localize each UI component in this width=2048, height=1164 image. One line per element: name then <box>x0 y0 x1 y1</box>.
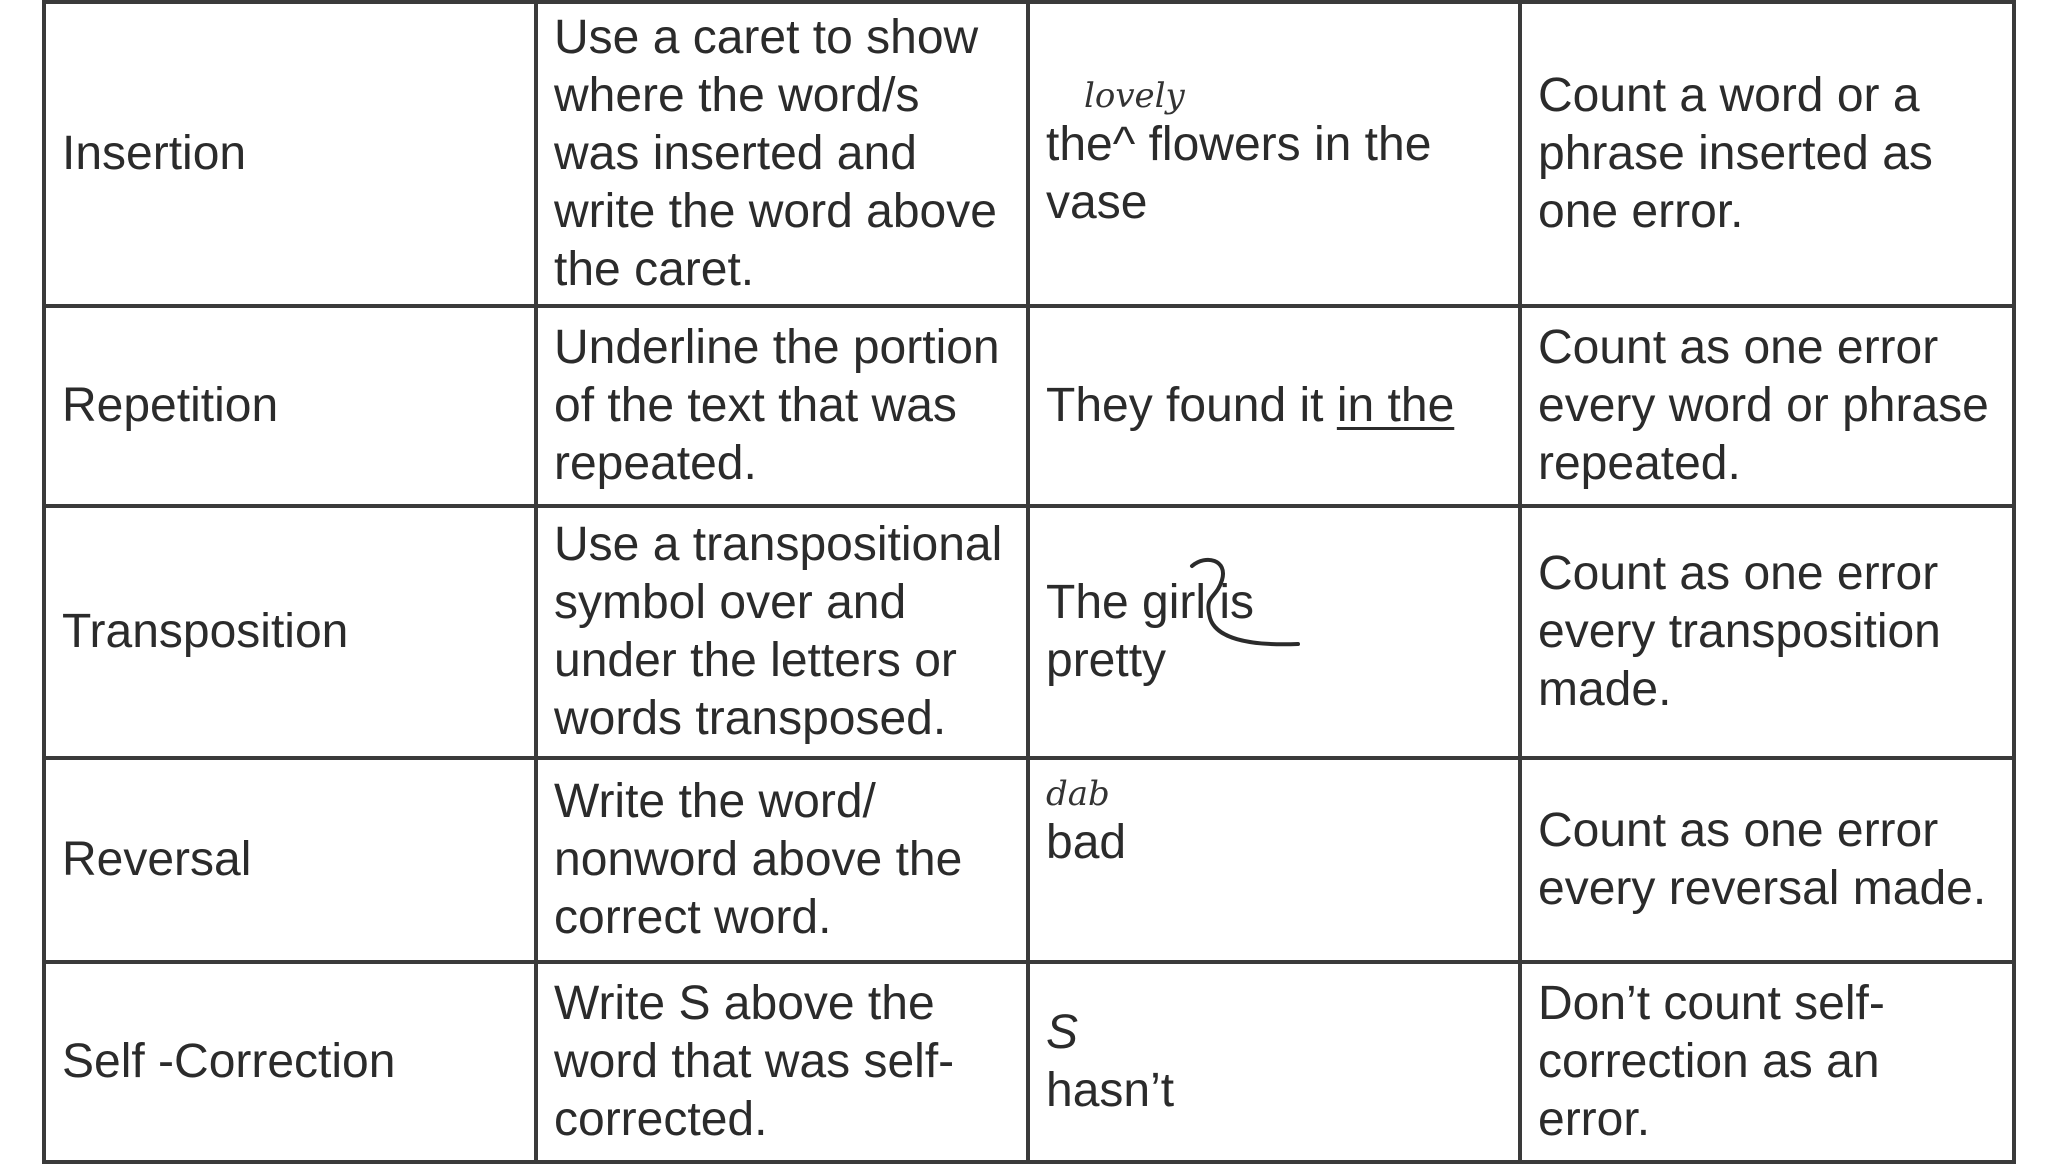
counting-line: every reversal made. <box>1538 862 1987 915</box>
example-line: pretty <box>1046 634 1167 687</box>
counting-cell <box>1520 962 2014 1162</box>
instruction-line: Write the word/ <box>554 775 876 828</box>
instruction-line: Write S above the <box>554 977 935 1030</box>
instruction-line: nonword above the <box>554 833 963 886</box>
instruction-line: corrected. <box>554 1093 768 1146</box>
instruction-line: of the text that was <box>554 379 957 432</box>
table-row <box>44 758 2014 962</box>
example-line: hasn’t <box>1046 1064 1175 1117</box>
counting-cell <box>1520 758 2014 962</box>
error-marking-table <box>42 0 2016 1164</box>
error-type-cell <box>44 962 536 1162</box>
instruction-line: symbol over and <box>554 576 907 629</box>
transposition-symbol-icon <box>1188 554 1308 664</box>
instruction-line: correct word. <box>554 891 832 944</box>
counting-line: one error. <box>1538 185 1744 238</box>
counting-line: Count a word or a <box>1538 69 1920 122</box>
example-cell <box>1028 2 1520 306</box>
example-cell <box>1028 758 1520 962</box>
counting-line: Count as one error <box>1538 804 1939 857</box>
instruction-cell <box>536 306 1028 506</box>
instruction-line: words transposed. <box>554 692 947 745</box>
instruction-line: where the word/s <box>554 69 920 122</box>
table-row <box>44 962 2014 1162</box>
repeated-text-underlined: in the <box>1336 379 1455 432</box>
error-type-label: Transposition <box>62 605 349 658</box>
counting-cell <box>1520 2 2014 306</box>
example-cell <box>1028 962 1520 1162</box>
instruction-line: Use a caret to show <box>554 11 979 64</box>
example-text: They found it <box>1046 379 1337 432</box>
error-type-cell <box>44 2 536 306</box>
instruction-cell <box>536 2 1028 306</box>
counting-line: Count as one error <box>1538 547 1939 600</box>
example-line: the^ flowers in the <box>1046 118 1432 171</box>
counting-line: correction as an <box>1538 1035 1880 1088</box>
table-row <box>44 306 2014 506</box>
counting-line: repeated. <box>1538 437 1741 490</box>
instruction-cell <box>536 962 1028 1162</box>
table-row <box>44 2 2014 306</box>
counting-line: made. <box>1538 663 1672 716</box>
counting-line: Don’t count self- <box>1538 977 1885 1030</box>
error-type-cell <box>44 758 536 962</box>
reversed-word-handwriting: dab <box>1046 774 1110 814</box>
counting-line: phrase inserted as <box>1538 127 1933 180</box>
example-cell <box>1028 506 1520 758</box>
error-type-label: Repetition <box>62 379 279 432</box>
example-line: vase <box>1046 176 1148 229</box>
counting-line: every word or phrase <box>1538 379 1989 432</box>
error-type-label: Insertion <box>62 127 247 180</box>
error-type-cell <box>44 306 536 506</box>
instruction-line: the caret. <box>554 243 755 296</box>
counting-cell <box>1520 306 2014 506</box>
counting-line: error. <box>1538 1093 1651 1146</box>
instruction-line: Underline the portion <box>554 321 1000 374</box>
table-row <box>44 506 2014 758</box>
self-correction-mark: S <box>1046 1006 1079 1059</box>
instruction-line: was inserted and <box>554 127 917 180</box>
instruction-cell <box>536 758 1028 962</box>
counting-line: Count as one error <box>1538 321 1939 374</box>
example-line: bad <box>1046 816 1127 869</box>
inserted-word-handwriting: lovely <box>1084 76 1185 116</box>
instruction-line: write the word above <box>554 185 997 238</box>
instruction-line: word that was self- <box>554 1035 955 1088</box>
instruction-cell <box>536 506 1028 758</box>
instruction-line: Use a transpositional <box>554 518 1003 571</box>
example-line: The girl is <box>1046 576 1255 629</box>
error-type-label: Reversal <box>62 833 252 886</box>
instruction-line: under the letters or <box>554 634 957 687</box>
example-cell <box>1028 306 1520 506</box>
instruction-line: repeated. <box>554 437 757 490</box>
error-type-cell <box>44 506 536 758</box>
counting-cell <box>1520 506 2014 758</box>
counting-line: every transposition <box>1538 605 1941 658</box>
error-type-label: Self -Correction <box>62 1035 396 1088</box>
